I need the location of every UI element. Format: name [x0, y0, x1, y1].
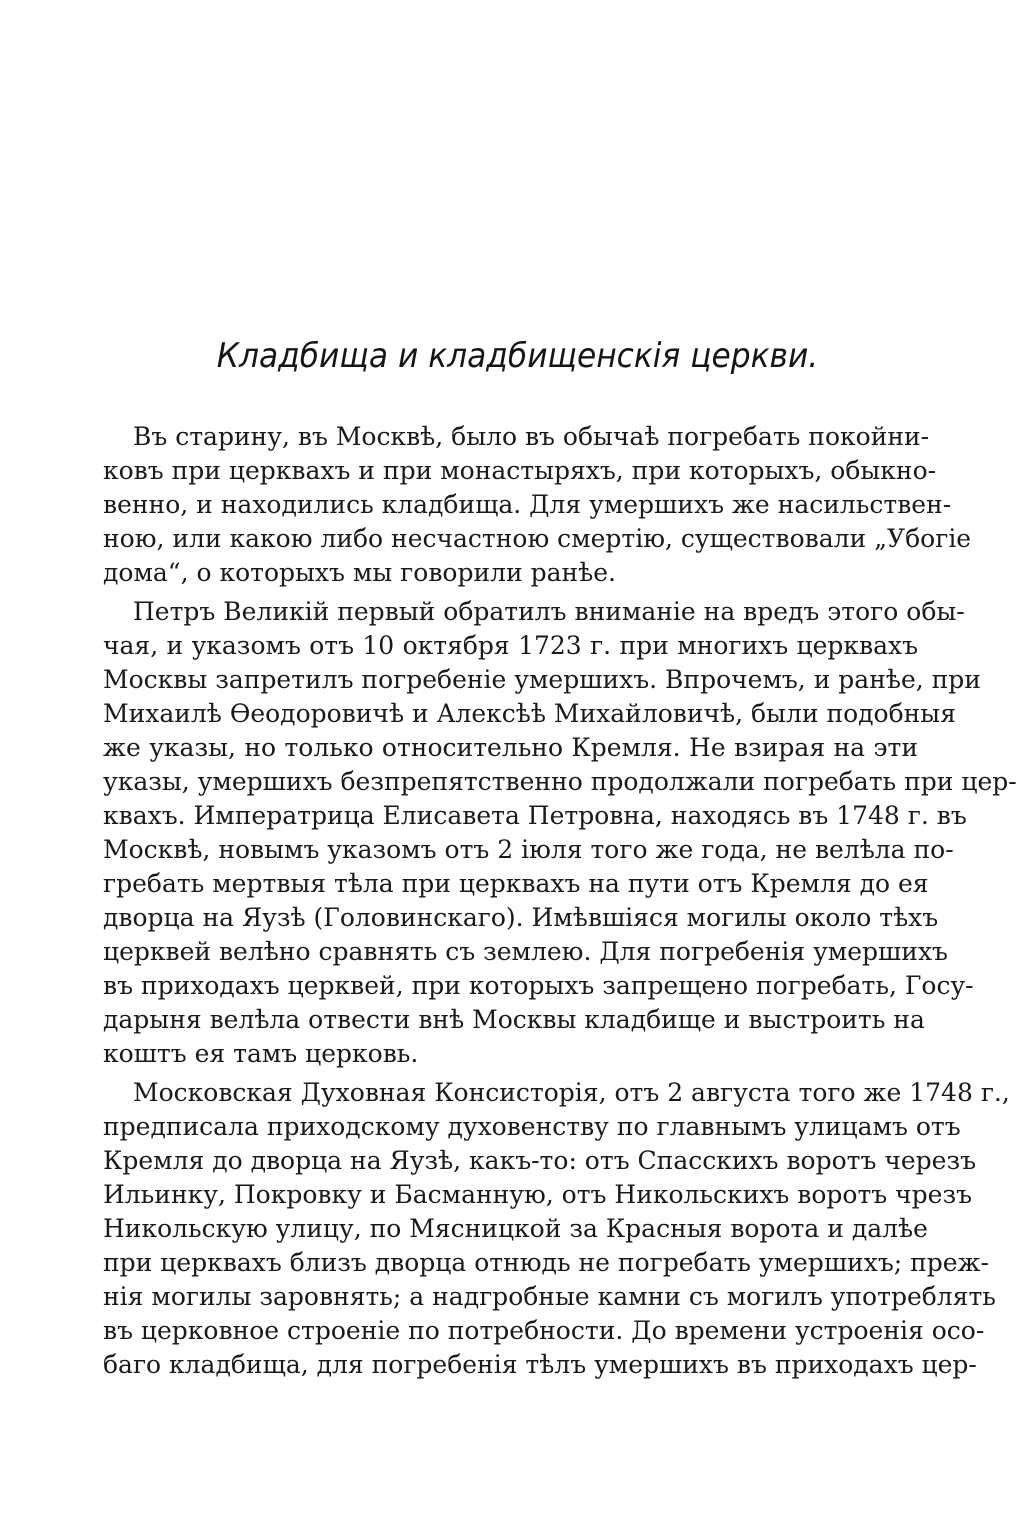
text-line: нія могилы заровнять; а надгробные камни съ могилъ употреблять	[103, 1282, 996, 1311]
text-line: баго кладбища, для погребенія тѣлъ умершихъ въ приходахъ цер-	[103, 1350, 977, 1379]
text-line: же указы, но только относительно Кремля. Не взирая на эти	[103, 733, 918, 762]
text-line: предписала приходскому духовенству по главнымъ улицамъ отъ	[103, 1112, 961, 1141]
text-line: указы, умершихъ безпрепятственно продолжали погребать при цер-	[103, 767, 1017, 796]
text-line: Петръ Великій первый обратилъ вниманіе на вредъ этого обы-	[133, 597, 965, 626]
text-line: гребать мертвыя тѣла при церквахъ на пути отъ Кремля до ея	[103, 869, 929, 898]
text-line: дворца на Яузѣ (Головинскаго). Имѣвшіяся могилы около тѣхъ	[103, 903, 939, 932]
text-line: венно, и находились кладбища. Для умершихъ же насильствен-	[103, 490, 952, 519]
text-line: Въ старину, въ Москвѣ, было въ обычаѣ погребать покойни-	[133, 422, 930, 451]
text-line: Михаилѣ Ѳеодоровичѣ и Алексѣѣ Михайловичѣ, были подобныя	[103, 699, 956, 728]
text-line: дома“, о которыхъ мы говорили ранѣе.	[103, 558, 616, 587]
text-line: ковъ при церквахъ и при монастыряхъ, при которыхъ, обыкно-	[103, 456, 937, 485]
text-line: чая, и указомъ отъ 10 октября 1723 г. при многихъ церквахъ	[103, 631, 918, 660]
text-line: при церквахъ близъ дворца отнюдь не погребать умершихъ; преж-	[103, 1248, 989, 1277]
text-line: квахъ. Императрица Елисавета Петровна, находясь въ 1748 г. въ	[103, 801, 967, 830]
text-line: Никольскую улицу, по Мясницкой за Красныя ворота и далѣе	[103, 1214, 928, 1243]
text-line: коштъ ея тамъ церковь.	[103, 1039, 419, 1068]
text-line: Ильинку, Покровку и Басманную, отъ Никольскихъ воротъ чрезъ	[103, 1180, 973, 1209]
text-line: ною, или какою либо несчастною смертію, существовали „Убогіе	[103, 524, 972, 553]
text-line: въ церковное строеніе по потребности. До времени устроенія осо-	[103, 1316, 985, 1345]
chapter-title: Кладбища и кладбищенскія церкви.	[216, 336, 819, 376]
text-line: дарыня велѣла отвести внѣ Москвы кладбище и выстроить на	[103, 1005, 925, 1034]
text-line: Москвы запретилъ погребеніе умершихъ. Впрочемъ, и ранѣе, при	[103, 665, 981, 694]
text-line: въ приходахъ церквей, при которыхъ запрещено погребать, Госу-	[103, 971, 974, 1000]
text-line: церквей велѣно сравнять съ землею. Для погребенія умершихъ	[103, 937, 948, 966]
text-line: Кремля до дворца на Яузѣ, какъ-то: отъ Спасскихъ воротъ черезъ	[103, 1146, 977, 1175]
text-line: Москвѣ, новымъ указомъ отъ 2 іюля того же года, не велѣла по-	[103, 835, 954, 864]
text-line: Московская Духовная Консисторія, отъ 2 августа того же 1748 г.,	[133, 1078, 1010, 1107]
